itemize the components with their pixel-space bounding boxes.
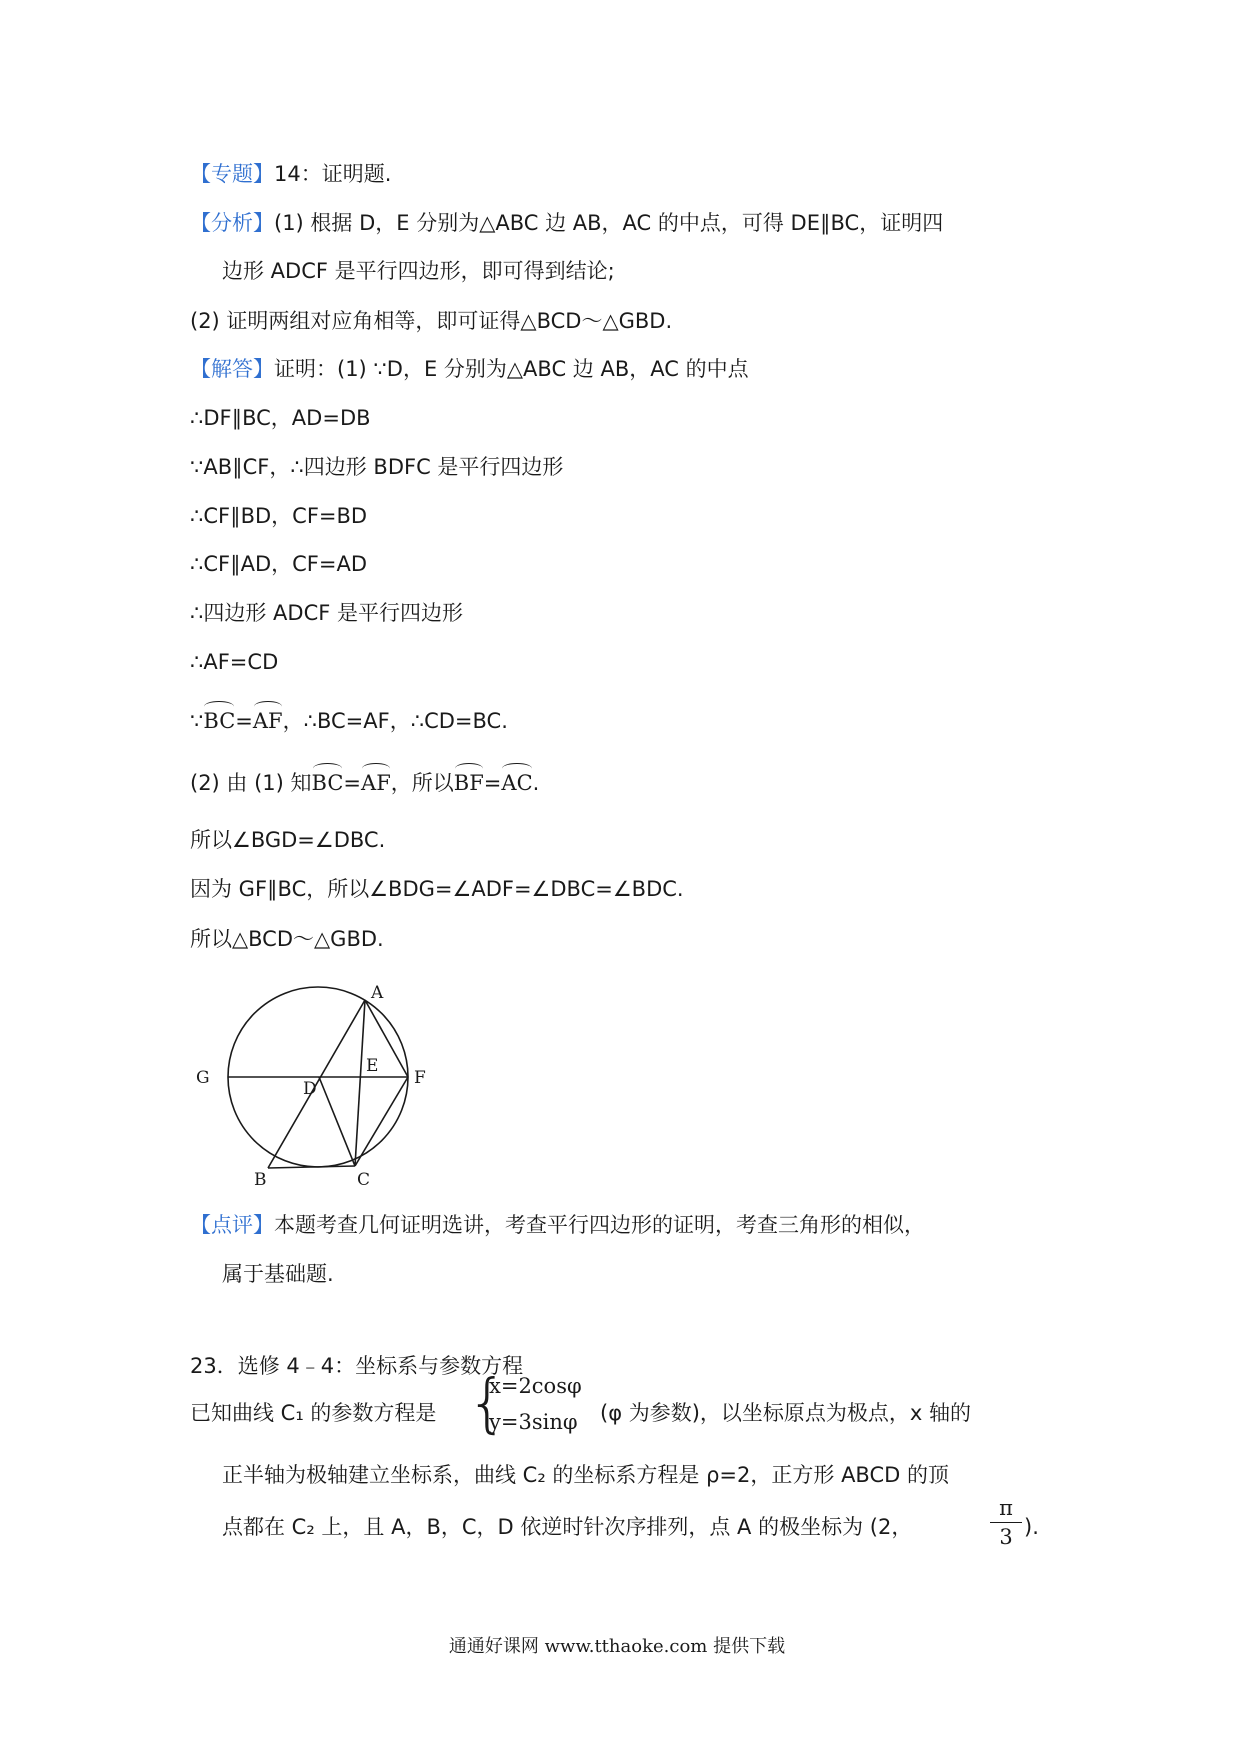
equals-sign: = xyxy=(343,771,362,795)
segment-fc xyxy=(355,1077,408,1166)
segment-bc xyxy=(268,1166,355,1168)
part2-pre: (2) 由 (1) 知 xyxy=(190,771,312,795)
review-tag: 【点评】 xyxy=(190,1213,274,1237)
q23-line-3-end: ). xyxy=(1024,1515,1039,1539)
part2-end: . xyxy=(532,771,540,795)
part2-line xyxy=(190,768,539,798)
arc-bc: BC xyxy=(203,706,235,736)
answer-intro: 证明：(1) ∵D，E 分别为△ABC 边 AB，AC 的中点 xyxy=(274,357,749,381)
frac-denominator: 3 xyxy=(999,1525,1013,1549)
equals-sign: = xyxy=(483,771,502,795)
proof-step: ∴CF∥AD，CF=AD xyxy=(190,552,368,576)
pi-over-three xyxy=(990,1496,1022,1549)
label-c: C xyxy=(357,1170,371,1190)
arc-bf: BF xyxy=(454,768,484,798)
proof-step: ∴DF∥BC，AD=DB xyxy=(190,406,371,430)
arc-equality-line xyxy=(190,706,508,736)
parametric-system xyxy=(467,1367,602,1450)
geometry-figure xyxy=(180,970,440,1190)
q23-line-3: 点都在 C₂ 上，且 A，B，C，D 依逆时针次序排列，点 A 的极坐标为 (2， xyxy=(222,1515,913,1539)
label-d: D xyxy=(303,1079,317,1099)
answer-tag: 【解答】 xyxy=(190,357,274,381)
topic-tag: 【专题】 xyxy=(190,162,274,186)
because-symbol: ∵ xyxy=(190,709,204,733)
page-footer: 通通好课网 www.tthaoke.com 提供下载 xyxy=(448,1636,786,1657)
q23-title: 23．选修 4﹣4：坐标系与参数方程 xyxy=(190,1354,524,1378)
q23-line-2: 正半轴为极轴建立坐标系，曲线 C₂ 的坐标系方程是 ρ=2，正方形 ABCD 的顶 xyxy=(222,1463,949,1487)
review-line-1 xyxy=(190,1210,925,1240)
frac-bar xyxy=(990,1522,1022,1523)
proof-step: ∴CF∥BD，CF=BD xyxy=(190,504,368,528)
conclusion-line: 所以∠BGD=∠DBC. xyxy=(190,828,386,852)
label-b: B xyxy=(254,1170,267,1190)
answer-intro-line xyxy=(190,354,749,384)
conclusion-line: 因为 GF∥BC，所以∠BDG=∠ADF=∠DBC=∠BDC. xyxy=(190,877,684,901)
equation-y: y=3sinφ xyxy=(489,1410,578,1434)
arc-ac: AC xyxy=(501,768,532,798)
left-brace: { xyxy=(467,1367,508,1441)
analysis-tag: 【分析】 xyxy=(190,211,274,235)
topic-text: 14：证明题. xyxy=(274,162,392,186)
label-f: F xyxy=(414,1068,426,1088)
proof-step: ∵AB∥CF，∴四边形 BDFC 是平行四边形 xyxy=(190,455,564,479)
arc-line-tail: ，∴BC=AF，∴CD=BC. xyxy=(282,709,508,733)
arc-af-2: AF xyxy=(361,768,391,798)
equals-sign: = xyxy=(235,709,253,733)
analysis-line-2: 边形 ADCF 是平行四边形，即可得到结论; xyxy=(222,259,615,283)
analysis-line-3: (2) 证明两组对应角相等，即可证得△BCD～△GBD. xyxy=(190,309,673,333)
equation-x: x=2cosφ xyxy=(489,1374,582,1398)
analysis-text-1: (1) 根据 D，E 分别为△ABC 边 AB，AC 的中点，可得 DE∥BC，证明四 xyxy=(274,211,944,235)
segment-ac xyxy=(355,1000,365,1166)
part2-mid: ，所以 xyxy=(390,771,454,795)
proof-step: ∴四边形 ADCF 是平行四边形 xyxy=(190,601,463,625)
arc-bc-2: BC xyxy=(312,768,344,798)
q23-line-1-pre: 已知曲线 C₁ 的参数方程是 xyxy=(190,1401,437,1425)
proof-step: ∴AF=CD xyxy=(190,650,279,674)
label-e: E xyxy=(366,1056,379,1076)
review-text-1: 本题考查几何证明选讲，考查平行四边形的证明，考查三角形的相似， xyxy=(274,1213,925,1237)
frac-numerator: π xyxy=(999,1496,1013,1520)
topic-line xyxy=(190,159,391,189)
review-line-2: 属于基础题. xyxy=(222,1262,334,1286)
label-g: G xyxy=(196,1068,210,1088)
segment-dc xyxy=(319,1077,355,1166)
analysis-line-1 xyxy=(190,208,943,238)
q23-line-1-post: (φ 为参数)，以坐标原点为极点，x 轴的 xyxy=(600,1401,972,1425)
arc-af: AF xyxy=(253,706,283,736)
label-a: A xyxy=(371,983,384,1003)
conclusion-line: 所以△BCD～△GBD. xyxy=(190,927,384,951)
